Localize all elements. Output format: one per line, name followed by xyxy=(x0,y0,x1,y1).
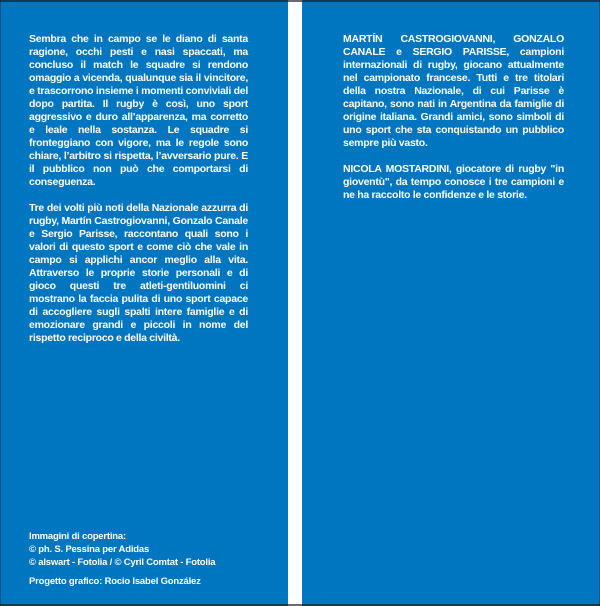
authors-bio-paragraph: MARTÍN CASTROGIOVANNI, GONZALO CANALE e SERGIO PARISSE, campioni internazionali di rugby, giocano attualmente nel campionato francese. Tutti e tre titolari della nostra Nazionale, di cui Parisse è capitano, sono nati in Argentina da famiglie di origine italiana. Grandi amici, sono simboli di uno sport che sta conquistando un pubblico sempre più vasto. xyxy=(343,33,564,149)
synopsis-paragraph-2: Tre dei volti più noti della Nazionale azzurra di rugby, Martín Castrogiovanni, Gonzalo Canale e Sergio Parisse, raccontano quali sono i valori di questo sport e come ciò che vale in campo si applichi ancor meglio alla vita. Attraverso le proprie storie personali e di gioco questi tre atleti-gentiluomini ci mostrano la faccia pulita di uno sport capace di accogliere sugli spalti intere famiglie e di emozionare grandi e piccoli in nome del rispetto reciproco e della civiltà. xyxy=(29,202,248,344)
synopsis-text-block xyxy=(29,33,248,358)
authors-text-block xyxy=(343,33,564,215)
synopsis-paragraph-1: Sembra che in campo se le diano di santa ragione, occhi pesti e nasi spaccati, ma concluso il match le squadre si rendono omaggio a vicenda, qualunque sia il vincitore, e trascorrono insieme i momenti conviviali del dopo partita. Il rugby è così, uno sport aggressivo e duro all’apparenza, ma corretto e leale nella sostanza. Le squadre si fronteggiano con vigore, ma le regole sono chiare, l’arbitro si rispetta, l’avversario pure. E il pubblico non può che comportarsi di conseguenza. xyxy=(29,33,248,188)
spine-gap xyxy=(288,0,302,606)
scan-edge-top xyxy=(0,0,600,2)
credits-heading: Immagini di copertina: xyxy=(29,531,126,542)
coauthor-bio-paragraph: NICOLA MOSTARDINI, giocatore di rugby "in gioventù", da tempo conosce i tre campioni e ne ha raccolto le confidenze e le storie. xyxy=(343,163,564,201)
graphic-design-credit: Progetto grafico: Rocio Isabel González xyxy=(29,576,201,587)
scan-edge-left xyxy=(0,0,1,606)
front-flap-panel xyxy=(302,0,600,606)
credits-block xyxy=(29,530,269,588)
cover-photo-credit-2: © alswart - Fotolia / © Cyril Comtat - Fotolia xyxy=(29,557,216,568)
back-flap-panel xyxy=(0,0,288,606)
cover-photo-credit-1: © ph. S. Pessina per Adidas xyxy=(29,544,150,555)
